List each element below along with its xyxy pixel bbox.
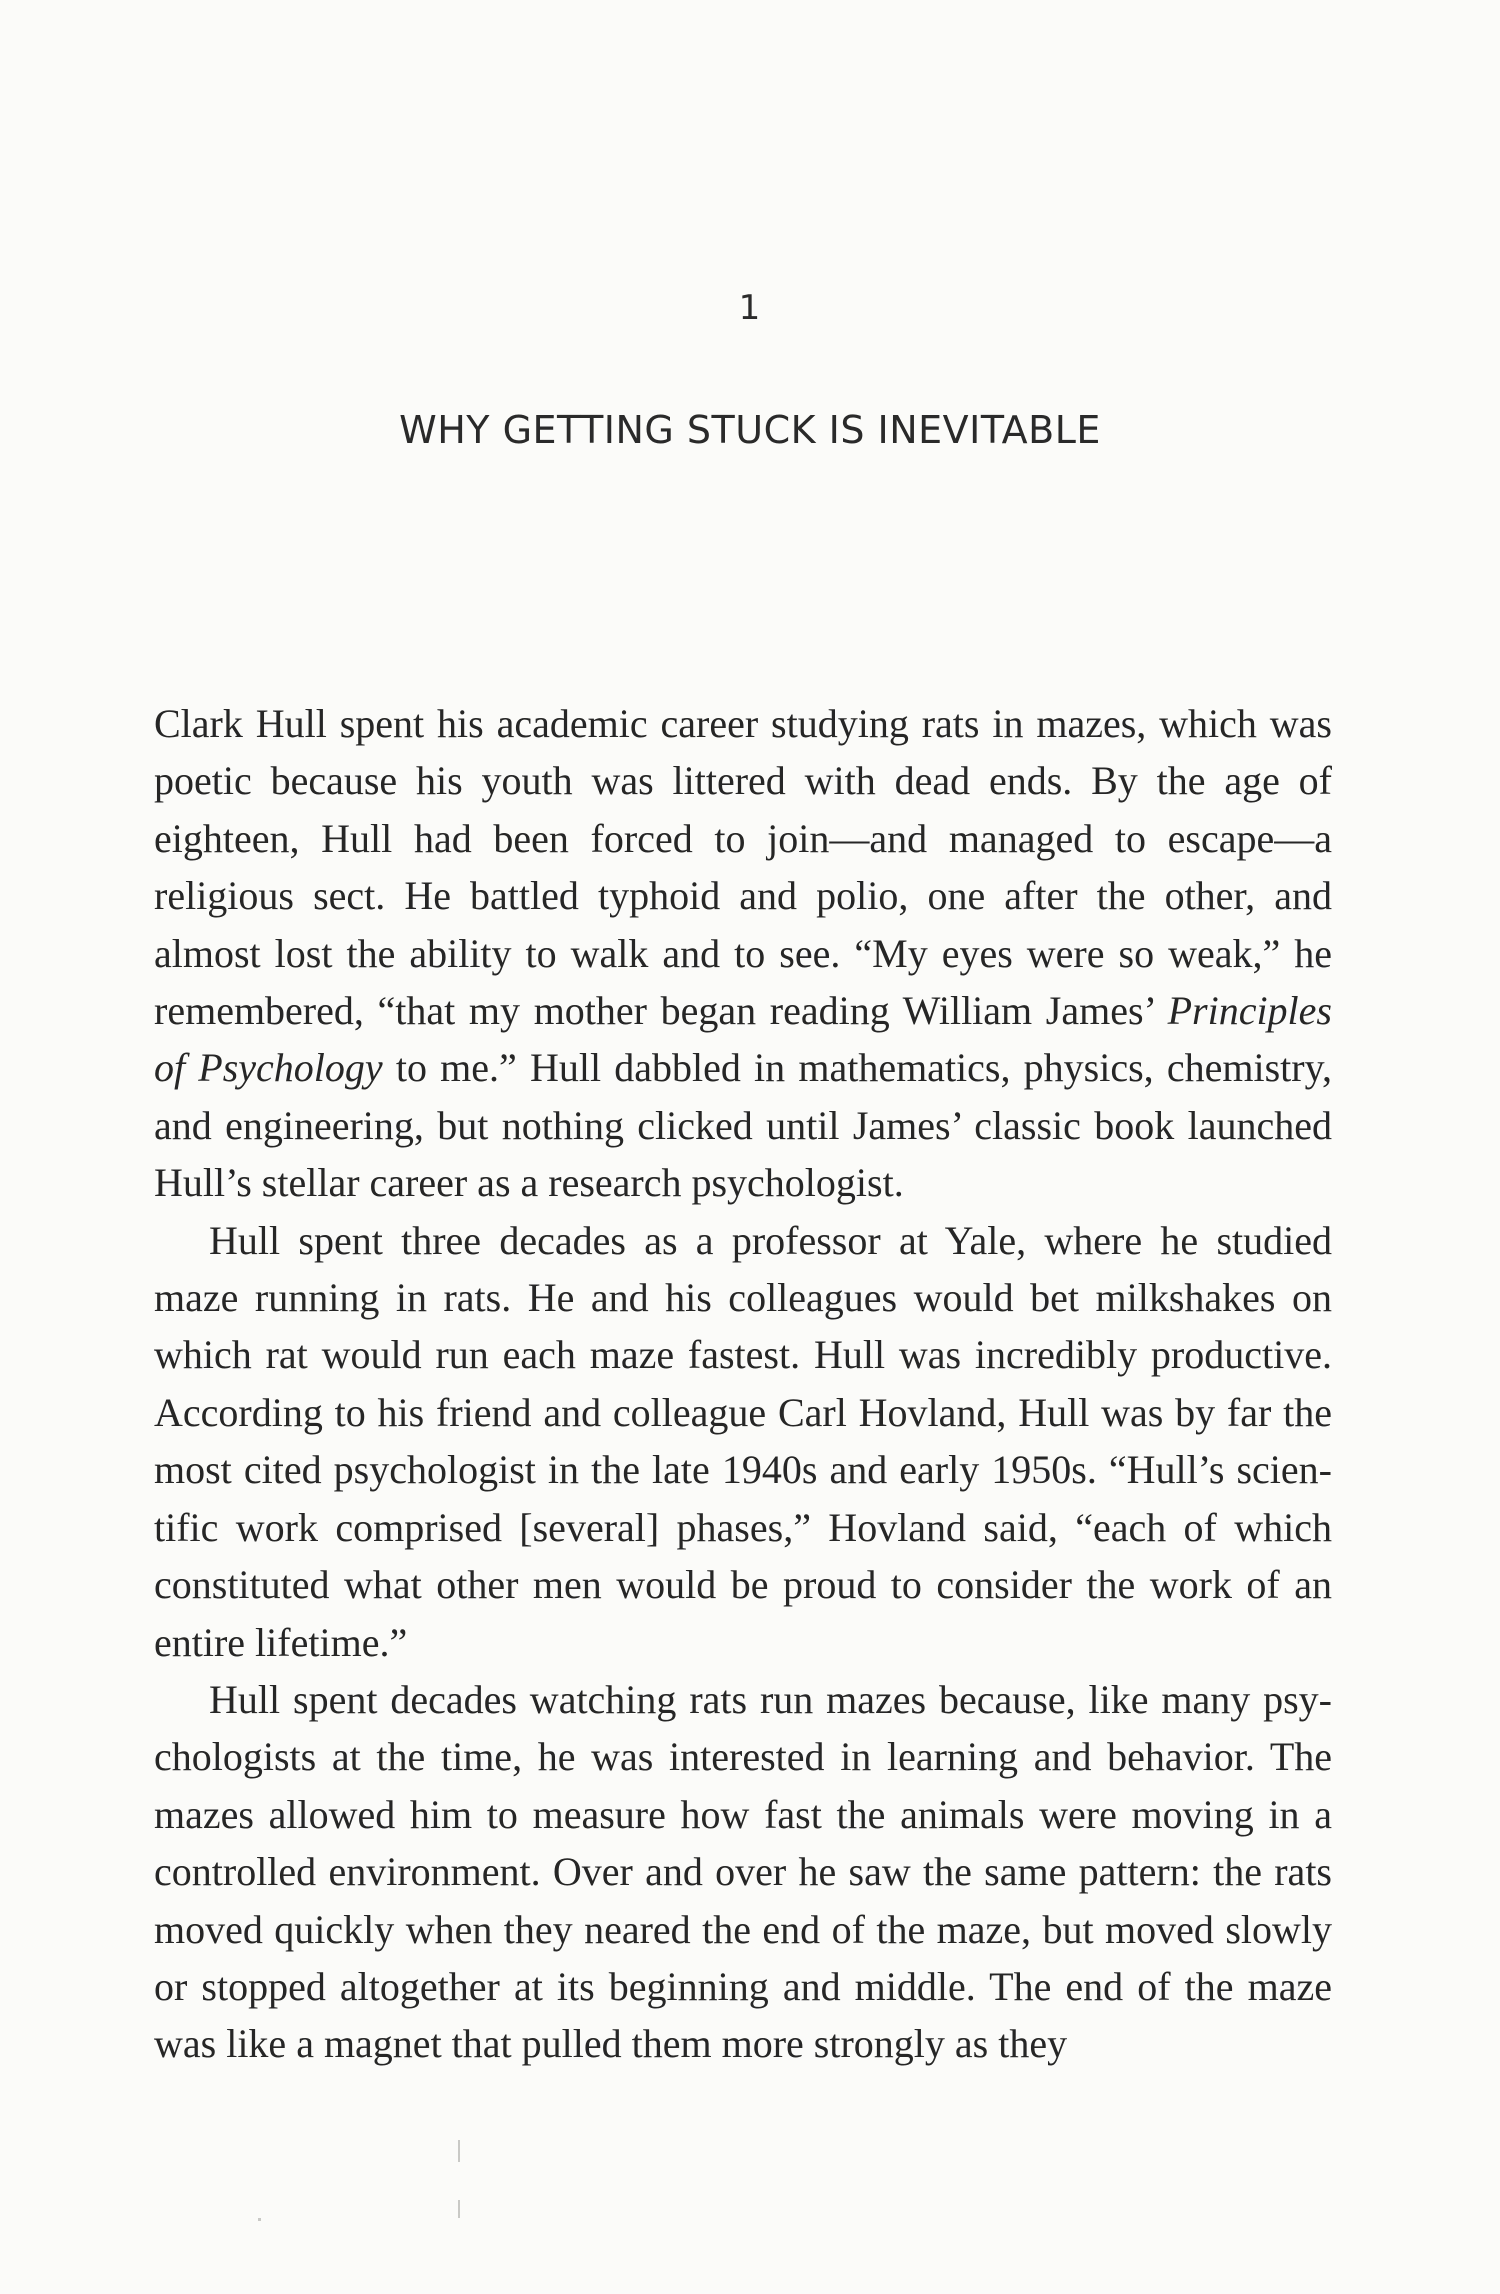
chapter-body — [154, 695, 1332, 2073]
scan-artifact-mark — [458, 2200, 460, 2218]
scan-artifact-mark — [258, 2218, 261, 2221]
paragraph-1 — [154, 695, 1332, 1212]
chapter-title: WHY GETTING STUCK IS INEVITABLE — [399, 408, 1101, 452]
chapter-number: 1 — [738, 288, 762, 328]
paragraph-1-text-end: to me.” Hull dabbled in mathematics, physics, chemistry, and engineering, but nothing clicked until James’ classic book launched Hull’s stellar career as a research psychologist. — [154, 1045, 1332, 1206]
paragraph-1-text-start: Clark Hull spent his academic career studying rats in mazes, which was poetic because his youth was littered with dead ends. By the age of eighteen, Hull had been forced to join—and managed to escape—a religious sect. He battled typhoid and polio, one after the other, and almost lost the ability to walk and to see. “My eyes were so weak,” he remembered, “that my mother began reading William James’ — [154, 701, 1332, 1034]
paragraph-3: Hull spent decades watching rats run mazes because, like many psychologists at the time, he was interested in learning and behavior. The mazes allowed him to measure how fast the animals were moving in a controlled environment. Over and over he saw the same pattern: the rats moved quickly when they neared the end of the maze, but moved slowly or stopped altogether at its beginning and middle. The end of the maze was like a magnet that pulled them more strongly as they — [154, 1676, 1332, 2067]
paragraph-2: Hull spent three decades as a professor at Yale, where he studied maze running in rats. He and his colleagues would bet milkshakes on which rat would run each maze fastest. Hull was incredibly productive. According to his friend and colleague Carl Hovland, Hull was by far the most cited psychologist in the late 1940s and early 1950s. “Hull’s scientific work comprised [several] phases,” Hovland said, “each of which constituted what other men would be proud to consider the work of an entire lifetime.” — [154, 1217, 1332, 1665]
scan-artifact-mark — [458, 2140, 460, 2162]
book-title-italic: Principles of Psychology — [154, 988, 1332, 1091]
